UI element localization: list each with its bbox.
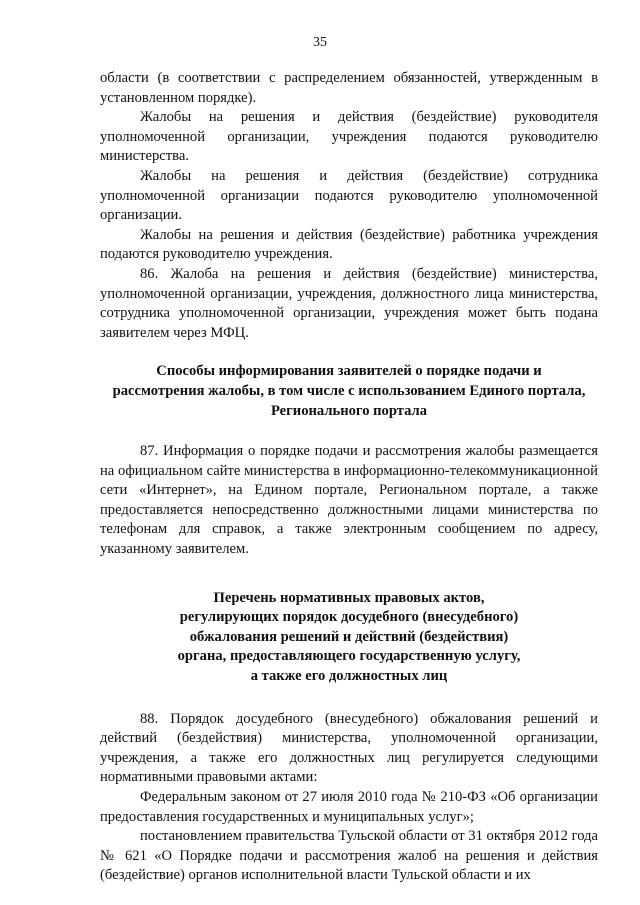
- heading-line: Способы информирования заявителей о порядке подачи и: [156, 363, 542, 380]
- paragraph-87: 87. Информация о порядке подачи и рассмотрения жалобы размещается на официальном сайте министерства в информационно-телекоммуникационной сети «Интернет», на Едином портале, Региональном портале, а также предоставляется непосредственно должностными лицами министерства по телефонам для справок, а также электронным сообщением по адресу, указанному заявителем.: [100, 443, 598, 558]
- section-heading-informing: [100, 362, 598, 421]
- document-body: [100, 69, 598, 886]
- paragraph-continuation: области (в соответствии с распределением обязанностей, утвержденным в установленном порядке).: [100, 70, 598, 106]
- heading-line: регулирующих порядок досудебного (внесудебного): [179, 609, 519, 626]
- heading-line: Регионального портала: [270, 402, 428, 419]
- paragraph-86: 86. Жалоба на решения и действия (бездействие) министерства, уполномоченной организации, учреждения, должностного лица министерства, сотрудника уполномоченной организации, учреждения может быть подана заявителем через МФЦ.: [100, 265, 598, 341]
- paragraph-regional-resolution: постановлением правительства Тульской области от 31 октября 2012 года № 621 «О Порядке подачи и рассмотрения жалоб на решения и действия (бездействие) органов исполнительной власти Тульской области и их: [100, 828, 598, 884]
- heading-line: Перечень нормативных правовых актов,: [213, 589, 485, 606]
- paragraph-federal-law: Федеральным законом от 27 июля 2010 года № 210-ФЗ «Об организации предоставления государственных и муниципальных услуг»;: [100, 789, 598, 825]
- paragraph-complaints-worker: Жалобы на решения и действия (бездействие) работника учреждения подаются руководителю учреждения.: [100, 226, 598, 263]
- section-heading-legal-acts: [100, 589, 598, 687]
- heading-line: а также его должностных лиц: [250, 668, 448, 685]
- paragraph-complaints-employee: Жалобы на решения и действия (бездействие) сотрудника уполномоченной организации подаются руководителю уполномоченной организации.: [100, 167, 598, 224]
- paragraph-88: 88. Порядок досудебного (внесудебного) обжалования решений и действий (бездействия) министерства, уполномоченной организации, учреждения, а также его должностных лиц регулируется следующими нормативными правовыми актами:: [100, 710, 598, 786]
- heading-line: рассмотрения жалобы, в том числе с использованием Единого портала,: [112, 382, 586, 399]
- paragraph-complaints-head: Жалобы на решения и действия (бездействие) руководителя уполномоченной организации, учреждения подаются руководителю министерства.: [100, 109, 598, 165]
- heading-line: обжалования решений и действий (бездействия): [189, 628, 509, 645]
- page-number: 35: [313, 35, 327, 50]
- heading-line: органа, предоставляющего государственную услугу,: [177, 648, 521, 665]
